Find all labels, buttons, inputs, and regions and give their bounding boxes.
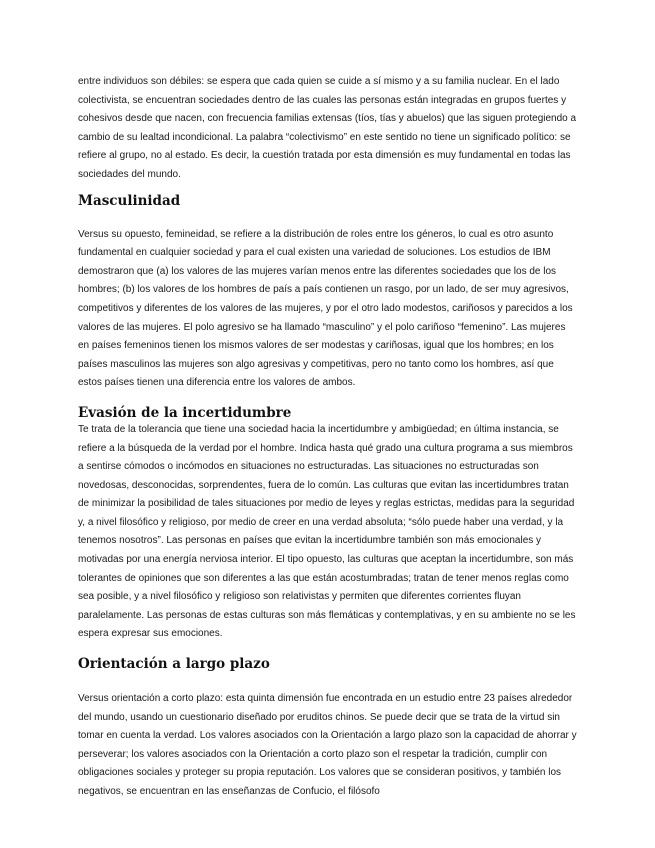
section-heading-orientacion-largo-plazo: Orientación a largo plazo: [78, 656, 270, 673]
document-page: [78, 70, 578, 802]
section-paragraph-masculinidad: Versus su opuesto, femineidad, se refiere a la distribución de roles entre los géneros, lo cual es otro asunto fundamental en cualquier sociedad y para el cual existen una variedad de soluciones. Los estudios de IBM demostraron que (a) los valores de las mujeres varían menos entre las diferentes sociedades que los de los hombres; (b) los valores de los hombres de país a país contienen un rasgo, por un lado, de ser muy agresivos, competitivos y diferentes de los valores de las mujeres, y por el otro lado modestos, cariñosos y parecidos a los valores de las mujeres. El polo agresivo se ha llamado “masculino” y el polo cariñoso “femenino”. Las mujeres en países femeninos tienen los mismos valores de ser modestas y cariñosas, igual que los hombres; en los países masculinos las mujeres son algo agresivas y competitivas, pero no tanto como los hombres, así que estos países tienen una diferencia entre los valores de ambos.: [78, 228, 573, 389]
section-heading-masculinidad: Masculinidad: [78, 192, 181, 209]
section-heading-evasion-incertidumbre: Evasión de la incertidumbre: [78, 404, 292, 421]
section-paragraph-orientacion-largo-plazo: Versus orientación a corto plazo: esta quinta dimensión fue encontrada en un estudio entre 23 países alrededor del mundo, usando un cuestionario diseñado por eruditos chinos. Se puede decir que se trata de la virtud sin tomar en cuenta la verdad. Los valores asociados con la Orientación a largo plazo son la capacidad de ahorrar y perseverar; los valores asociados con la Orientación a corto plazo son el respetar la tradición, cumplir con obligaciones sociales y proteger su propia reputación. Los valores que se consideran positivos, y también los negativos, se encuentran en las enseñanzas de Confucio, el filósofo: [78, 693, 577, 797]
section-paragraph-evasion-incertidumbre: Te trata de la tolerancia que tiene una sociedad hacia la incertidumbre y ambigüedad; en última instancia, se refiere a la búsqueda de la verdad por el hombre. Indica hasta qué grado una cultura programa a sus miembros a sentirse cómodos o incómodos en situaciones no estructuradas. Las situaciones no estructuradas son novedosas, desconocidas, sorprendentes, fuera de lo común. Las culturas que evitan las incertidumbres tratan de minimizar la posibilidad de tales situaciones por medio de leyes y reglas estrictas, medidas para la seguridad y, a nivel filosófico y religioso, por medio de creer en una verdad absoluta; “sólo puede haber una verdad, y la tenemos nosotros”. Las personas en países que evitan la incertidumbre también son más emocionales y motivadas por una energía nerviosa interior. El tipo opuesto, las culturas que aceptan la incertidumbre, son más tolerantes de opiniones que son diferentes a las que están acostumbradas; tratan de tener menos reglas como sea posible, y a nivel filosófico y religioso son relativistas y permiten que diferentes corrientes fluyan paralelamente. Las personas de estas culturas son más flemáticas y contemplativas, y en su ambiente no se les espera expresar sus emociones.: [78, 423, 576, 640]
intro-paragraph: entre individuos son débiles: se espera que cada quien se cuide a sí mismo y a su familia nuclear. En el lado colectivista, se encuentran sociedades dentro de las cuales las personas están integradas en grupos fuertes y cohesivos desde que nacen, con frecuencia familias extensas (tíos, tías y abuelos) que las siguen protegiendo a cambio de su lealtad incondicional. La palabra “colectivismo” en este sentido no tiene un significado político: se refiere al grupo, no al estado. Es decir, la cuestión tratada por esta dimensión es muy fundamental en todas las sociedades del mundo.: [78, 76, 577, 180]
